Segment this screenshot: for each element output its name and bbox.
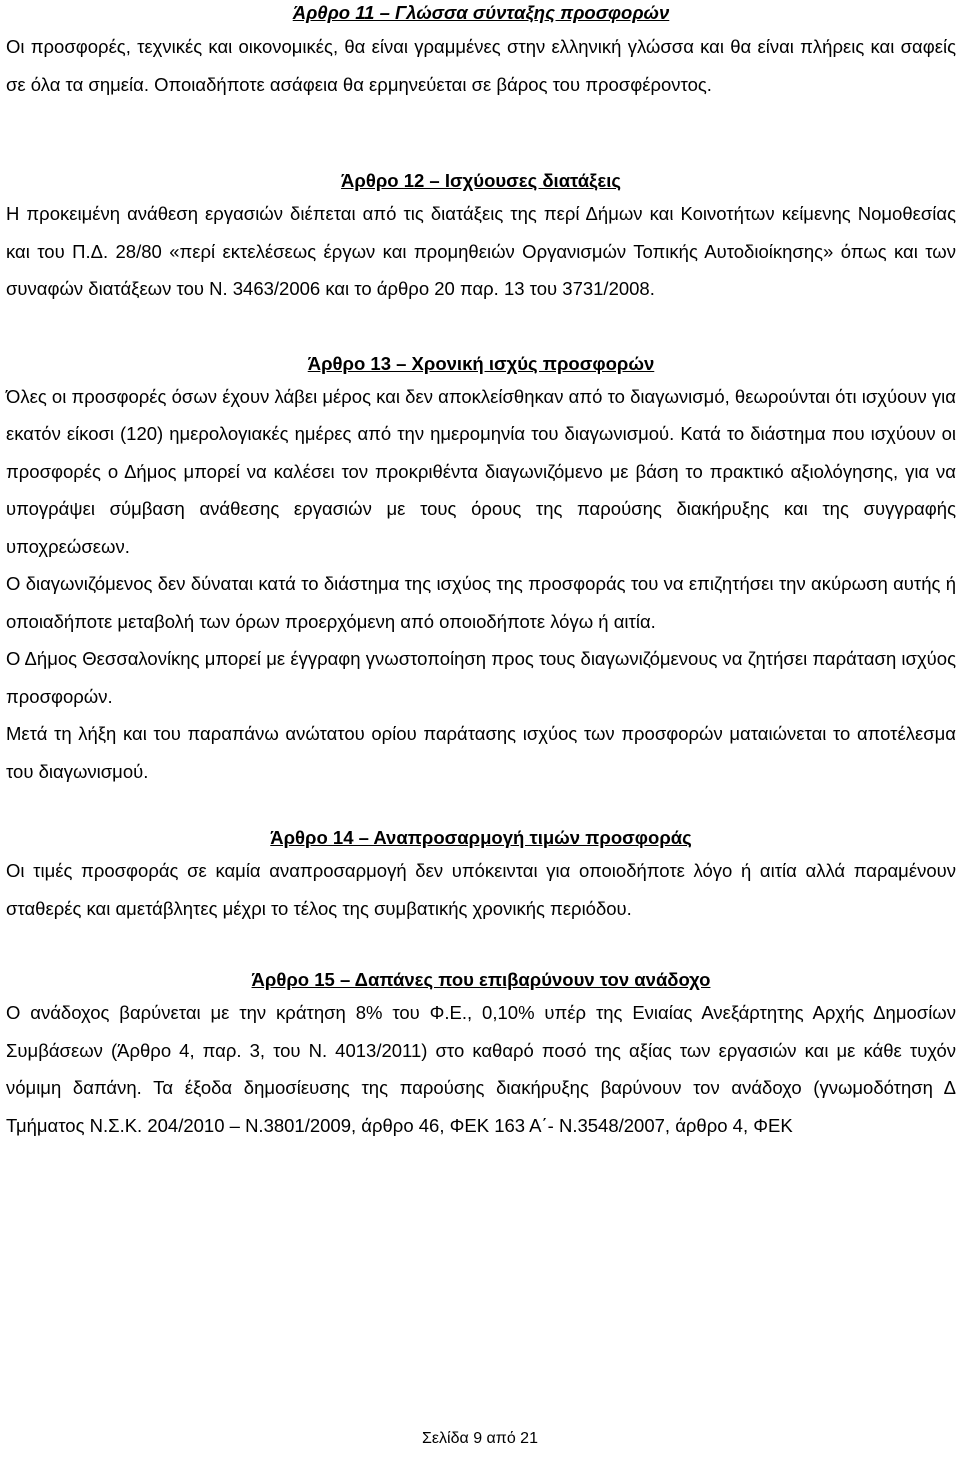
article-12-text: Η προκειμένη ανάθεση εργασιών διέπεται από τις διατάξεις της περί Δήμων και Κοινοτήτων κείμενης Νομοθεσίας και του Π.Δ. 28/80 «περί εκτελέσεως έργων και προμηθειών Οργανισμών Τοπικής Αυτοδιοίκησης» όπως και των συναφών διατάξεων του Ν. 3463/2006 και το άρθρο 20 παρ. 13 του 3731/2008. bbox=[6, 203, 956, 299]
article-13-paragraph-1: Όλες οι προσφορές όσων έχουν λάβει μέρος και δεν αποκλείσθηκαν από το διαγωνισμό, θεωρούνται ότι ισχύουν για εκατόν είκοσι (120) ημερολογιακές ημέρες από την ημερομηνία του διαγωνισμού. Κατά το διάστημα που ισχύουν οι προσφορές ο Δήμος μπορεί να καλέσει τον προκριθέντα διαγωνιζόμενο με βάση το πρακτικό αξιολόγησης, για να υπογράψει σύμβαση ανάθεσης εργασιών με τους όρους της παρούσης διακήρυξης και της συγγραφής υποχρεώσεων. bbox=[6, 385, 956, 557]
article-14-text: Οι τιμές προσφοράς σε καμία αναπροσαρμογή δεν υπόκεινται για οποιοδήποτε λόγο ή αιτία αλλά παραμένουν σταθερές και αμετάβλητες μέχρι το τέλος της συμβατικής χρονικής περιόδου. bbox=[6, 860, 956, 919]
article-13-paragraph-4: Μετά τη λήξη και του παραπάνω ανώτατου ορίου παράτασης ισχύος των προσφορών ματαιώνεται το αποτέλεσμα του διαγωνισμού. bbox=[6, 723, 956, 782]
article-13-heading: Άρθρο 13 – Χρονική ισχύς προσφορών bbox=[307, 352, 655, 374]
article-12-heading: Άρθρο 12 – Ισχύουσες διατάξεις bbox=[341, 170, 621, 191]
article-11-text: Οι προσφορές, τεχνικές και οικονομικές, θα είναι γραμμένες στην ελληνική γλώσσα και θα είναι πλήρεις και σαφείς σε όλα τα σημεία. Οποιαδήποτε ασάφεια θα ερμηνεύεται σε βάρος του προσφέροντος. bbox=[6, 36, 956, 95]
article-15-heading: Άρθρο 15 – Δαπάνες που επιβαρύνουν τον ανάδοχο bbox=[251, 969, 711, 990]
page-number-footer: Σελίδα 9 από 21 bbox=[422, 1430, 538, 1447]
document-page bbox=[6, 0, 956, 1144]
article-15-text: Ο ανάδοχος βαρύνεται με την κράτηση 8% του Φ.Ε., 0,10% υπέρ της Ενιαίας Ανεξάρτητης Αρχής Δημοσίων Συμβάσεων (Άρθρο 4, παρ. 3, του Ν. 4013/2011) στο καθαρό ποσό της αξίας των εργασιών και με κάθε τυχόν νόμιμη δαπάνη. Τα έξοδα δημοσίευσης της παρούσης διακήρυξης βαρύνουν τον ανάδοχο (γνωμοδότηση Δ Τμήματος Ν.Σ.Κ. 204/2010 – Ν.3801/2009, άρθρο 46, ΦΕΚ 163 Α΄- Ν.3548/2007, άρθρο 4, ΦΕΚ bbox=[6, 1002, 956, 1136]
article-13-paragraph-2: Ο διαγωνιζόμενος δεν δύναται κατά το διάστημα της ισχύος της προσφοράς του να επιζητήσει την ακύρωση αυτής ή οποιαδήποτε μεταβολή των όρων προερχόμενη από οποιοδήποτε λόγω ή αιτία. bbox=[6, 573, 956, 632]
article-11-heading: Άρθρο 11 – Γλώσσα σύνταξης προσφορών bbox=[292, 2, 670, 23]
article-14-heading: Άρθρο 14 – Αναπροσαρμογή τιμών προσφοράς bbox=[270, 827, 692, 848]
article-13-paragraph-3: Ο Δήμος Θεσσαλονίκης μπορεί με έγγραφη γνωστοποίηση προς τους διαγωνιζόμενους να ζητήσει παράταση ισχύος προσφορών. bbox=[6, 648, 956, 707]
